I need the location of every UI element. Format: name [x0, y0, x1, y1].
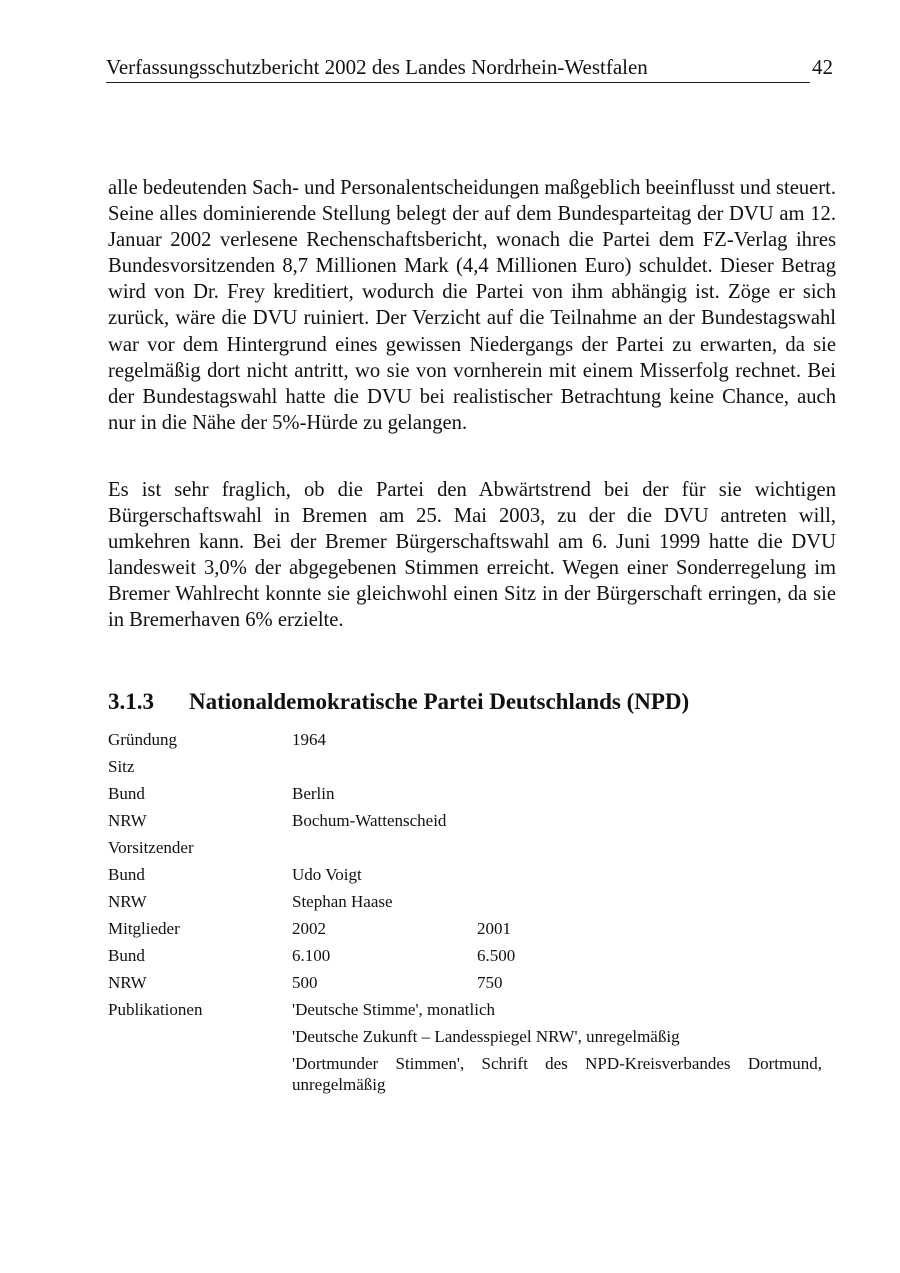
- body-paragraph-1: alle bedeutenden Sach- und Personalentscheidungen maßgeblich beeinflusst und steuert. Seine alles dominierende Stellung belegt der auf dem Bundesparteitag der DVU am 12. Januar 2002 verlesene Rechenschaftsbericht, wonach die Partei dem FZ-Verlag ihres Bundesvorsitzenden 8,7 Millionen Mark (4,4 Millionen Euro) schuldet. Dieser Betrag wird von Dr. Frey kreditiert, wodurch die Partei von ihm abhängig ist. Zöge er sich zurück, wäre die DVU ruiniert. Der Verzicht auf die Teilnahme an der Bundestagswahl war vor dem Hintergrund eines gewissen Niedergangs der Partei zu erwarten, da sie regelmäßig dort nicht antritt, wo sie von vornherein mit einem Misserfolg rechnet. Bei der Bundestagswahl hatte die DVU bei realistischer Betrachtung keine Chance, auch nur in die Nähe der 5%-Hürde zu gelangen.: [108, 177, 837, 434]
- fact-label: Vorsitzender: [108, 838, 194, 857]
- publication-item: 'Deutsche Stimme', monatlich: [292, 1000, 496, 1019]
- fact-row-chair-federal: [108, 861, 828, 888]
- fact-label: Publikationen: [108, 1000, 203, 1019]
- fact-row-founding: [108, 726, 828, 753]
- fact-value: Stephan Haase: [292, 892, 393, 911]
- section-heading: [108, 687, 689, 717]
- publication-item: 'Deutsche Zukunft – Landesspiegel NRW', unregelmäßig: [292, 1027, 680, 1046]
- fact-row-publications: [108, 996, 828, 1098]
- fact-label: NRW: [108, 811, 147, 830]
- fact-label: NRW: [108, 973, 147, 992]
- fact-row-chair: [108, 834, 828, 861]
- publication-item: 'Dortmunder Stimmen', Schrift des NPD-Kreisverbandes Dortmund, unregelmäßig: [292, 1054, 822, 1094]
- fact-value: 500: [292, 973, 318, 992]
- fact-label: NRW: [108, 892, 147, 911]
- fact-value: 6.100: [292, 946, 331, 965]
- fact-label: Sitz: [108, 757, 135, 776]
- fact-label: Bund: [108, 946, 145, 965]
- fact-label: Bund: [108, 784, 145, 803]
- fact-year: 2002: [292, 919, 326, 938]
- fact-value: 6.500: [477, 946, 516, 965]
- fact-value: Berlin: [292, 784, 335, 803]
- section-number: 3.1.3: [108, 689, 154, 714]
- fact-label: Gründung: [108, 730, 177, 749]
- fact-row-seat: [108, 753, 828, 780]
- fact-row-members-nrw: [108, 969, 828, 996]
- fact-label: Mitglieder: [108, 919, 180, 938]
- fact-table: [108, 726, 828, 1098]
- section-title: Nationaldemokratische Partei Deutschlands (NPD): [189, 689, 690, 714]
- fact-value: 1964: [292, 730, 326, 749]
- fact-year: 2001: [477, 919, 511, 938]
- fact-value: Udo Voigt: [292, 865, 362, 884]
- page-number: 42: [812, 55, 833, 79]
- fact-row-members: [108, 915, 828, 942]
- fact-value: Bochum-Wattenscheid: [292, 811, 447, 830]
- fact-value: 750: [477, 973, 503, 992]
- fact-row-members-federal: [108, 942, 828, 969]
- fact-label: Bund: [108, 865, 145, 884]
- page-header-title: Verfassungsschutzbericht 2002 des Landes Nordrhein-Westfalen: [106, 54, 810, 83]
- fact-row-chair-nrw: [108, 888, 828, 915]
- body-paragraph-2: Es ist sehr fraglich, ob die Partei den Abwärtstrend bei der für sie wichtigen Bürgerschaftswahl in Bremen am 25. Mai 2003, zu der die DVU antreten will, umkehren kann. Bei der Bremer Bürgerschaftswahl am 6. Juni 1999 hatte die DVU landesweit 3,0% der abgegebenen Stimmen erreicht. Wegen einer Sonderregelung im Bremer Wahlrecht konnte sie gleichwohl einen Sitz in der Bürgerschaft erringen, da sie in Bremerhaven 6% erzielte.: [108, 479, 836, 632]
- fact-row-seat-federal: [108, 780, 828, 807]
- fact-row-seat-nrw: [108, 807, 828, 834]
